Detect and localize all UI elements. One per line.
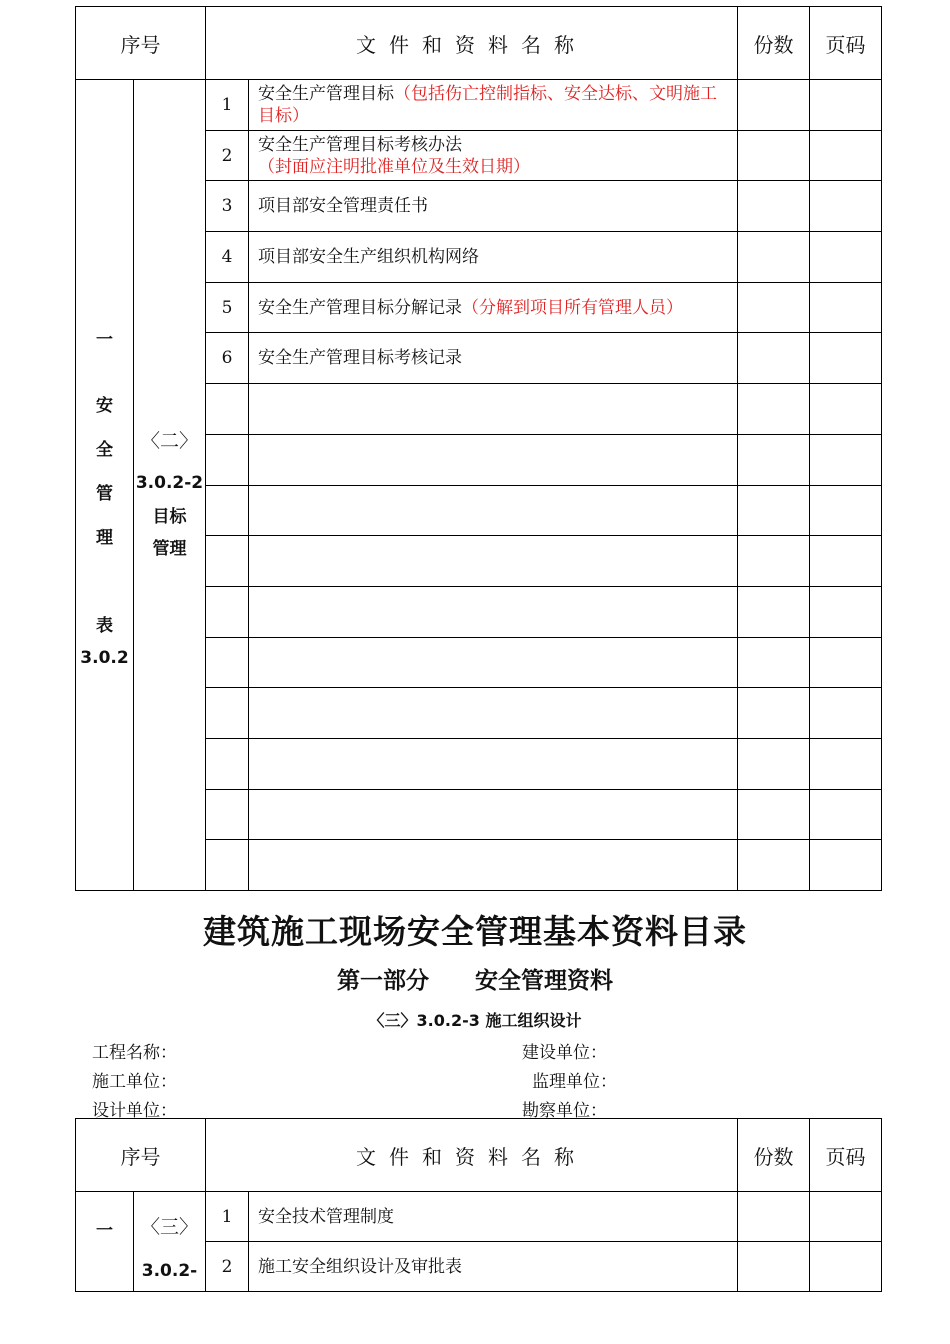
header-copies: 份数 [738, 7, 810, 80]
row-text [249, 333, 738, 384]
subcategory-code: 3.0.2-2 [135, 473, 204, 493]
row-text [249, 384, 738, 435]
project-name-label: 工程名称： [92, 1043, 177, 1063]
row-title: 安全生产管理目标分解记录 [258, 297, 462, 318]
table-header-row [76, 1119, 882, 1192]
document-table-1 [75, 6, 882, 891]
page-cell [810, 130, 882, 181]
row-number [206, 738, 249, 789]
category-cell [76, 80, 134, 891]
row-number [206, 384, 249, 435]
category-char: 管 [96, 484, 113, 504]
category-char: 一 [96, 330, 113, 350]
subcategory-label: 〈三〉 [140, 1216, 198, 1238]
page-cell [810, 637, 882, 688]
row-title: 安全生产管理目标 [258, 83, 394, 104]
page-cell [810, 840, 882, 891]
header-seq: 序号 [76, 1119, 206, 1192]
document-subtitle: 第一部分 安全管理资料 [337, 968, 613, 994]
copies-cell [738, 485, 810, 536]
page-cell [810, 789, 882, 840]
row-text: 施工安全组织设计及审批表 [249, 1242, 738, 1292]
table-header-row [76, 7, 882, 80]
row-number [206, 586, 249, 637]
row-number: 1 [206, 1192, 249, 1242]
row-number: 6 [206, 333, 249, 384]
page-cell [810, 738, 882, 789]
row-number [206, 536, 249, 587]
row-title: 项目部安全管理责任书 [258, 196, 428, 217]
row-number: 2 [206, 1242, 249, 1292]
page-cell [810, 232, 882, 283]
row-title: 安全生产管理目标考核记录 [258, 348, 462, 369]
copies-cell [738, 789, 810, 840]
subcategory-cell [134, 80, 206, 891]
row-number: 5 [206, 282, 249, 333]
page-cell [810, 485, 882, 536]
row-text [249, 586, 738, 637]
row-text [249, 536, 738, 587]
row-note: （封面应注明批准单位及生效日期） [258, 156, 530, 177]
header-seq: 序号 [76, 7, 206, 80]
header-name: 文件和资料名称 [206, 7, 738, 80]
copies-cell [738, 840, 810, 891]
row-text [249, 80, 738, 131]
copies-cell [738, 536, 810, 587]
row-note: （包括伤亡控制指标、安全达标、文明施工目标） [258, 83, 717, 126]
page-cell [810, 384, 882, 435]
row-text [249, 637, 738, 688]
page-cell [810, 1242, 882, 1292]
category-char: 一 [96, 1221, 113, 1241]
row-text [249, 485, 738, 536]
survey-unit-label: 勘察单位： [522, 1101, 607, 1121]
section-heading: 〈三〉3.0.2-3 施工组织设计 [368, 1011, 582, 1030]
row-number: 4 [206, 232, 249, 283]
subcategory-name: 目标 [152, 507, 187, 527]
copies-cell [738, 130, 810, 181]
category-char: 理 [96, 528, 113, 548]
row-number [206, 840, 249, 891]
page-cell [810, 80, 882, 131]
row-text [249, 738, 738, 789]
copies-cell [738, 1192, 810, 1242]
category-char: 安 [96, 396, 113, 416]
header-name: 文件和资料名称 [206, 1119, 738, 1192]
page-cell [810, 1192, 882, 1242]
copies-cell [738, 384, 810, 435]
copies-cell [738, 586, 810, 637]
table-row [76, 1192, 882, 1242]
page-cell [810, 688, 882, 739]
row-note: （分解到项目所有管理人员） [462, 297, 683, 318]
row-number: 3 [206, 181, 249, 232]
table-row [76, 80, 882, 131]
copies-cell [738, 282, 810, 333]
category-char: 全 [96, 440, 113, 460]
row-number [206, 485, 249, 536]
subcategory-cell [134, 1192, 206, 1292]
copies-cell [738, 333, 810, 384]
row-number [206, 789, 249, 840]
copies-cell [738, 434, 810, 485]
page-cell [810, 536, 882, 587]
subcategory-label: 〈二〉 [140, 430, 198, 452]
row-number: 2 [206, 130, 249, 181]
builder-unit-label: 施工单位： [92, 1072, 177, 1092]
row-number [206, 688, 249, 739]
row-title: 安全生产管理目标考核办法 [258, 134, 462, 155]
row-title: 项目部安全生产组织机构网络 [258, 246, 479, 267]
copies-cell [738, 688, 810, 739]
copies-cell [738, 1242, 810, 1292]
category-cell [76, 1192, 134, 1292]
document-table-2 [75, 1118, 882, 1292]
page-cell [810, 181, 882, 232]
copies-cell [738, 181, 810, 232]
subcategory-name: 管理 [152, 539, 187, 559]
category-code: 3.0.2 [80, 648, 129, 668]
row-text [249, 232, 738, 283]
document-title: 建筑施工现场安全管理基本资料目录 [203, 912, 747, 951]
header-page: 页码 [810, 1119, 882, 1192]
copies-cell [738, 232, 810, 283]
row-text [249, 130, 738, 181]
row-text: 安全技术管理制度 [249, 1192, 738, 1242]
row-number [206, 434, 249, 485]
copies-cell [738, 637, 810, 688]
copies-cell [738, 738, 810, 789]
row-number [206, 637, 249, 688]
header-copies: 份数 [738, 1119, 810, 1192]
row-text [249, 282, 738, 333]
supervision-unit-label: 监理单位： [532, 1072, 617, 1092]
page-cell [810, 282, 882, 333]
row-text [249, 840, 738, 891]
row-text [249, 789, 738, 840]
header-page: 页码 [810, 7, 882, 80]
construction-unit-label: 建设单位： [522, 1043, 607, 1063]
page-cell [810, 434, 882, 485]
page-cell [810, 333, 882, 384]
row-number: 1 [206, 80, 249, 131]
row-text [249, 181, 738, 232]
design-unit-label: 设计单位： [92, 1101, 177, 1121]
subcategory-code: 3.0.2- [141, 1261, 198, 1281]
page-cell [810, 586, 882, 637]
row-text [249, 688, 738, 739]
copies-cell [738, 80, 810, 131]
category-char: 表 [96, 616, 113, 636]
row-text [249, 434, 738, 485]
